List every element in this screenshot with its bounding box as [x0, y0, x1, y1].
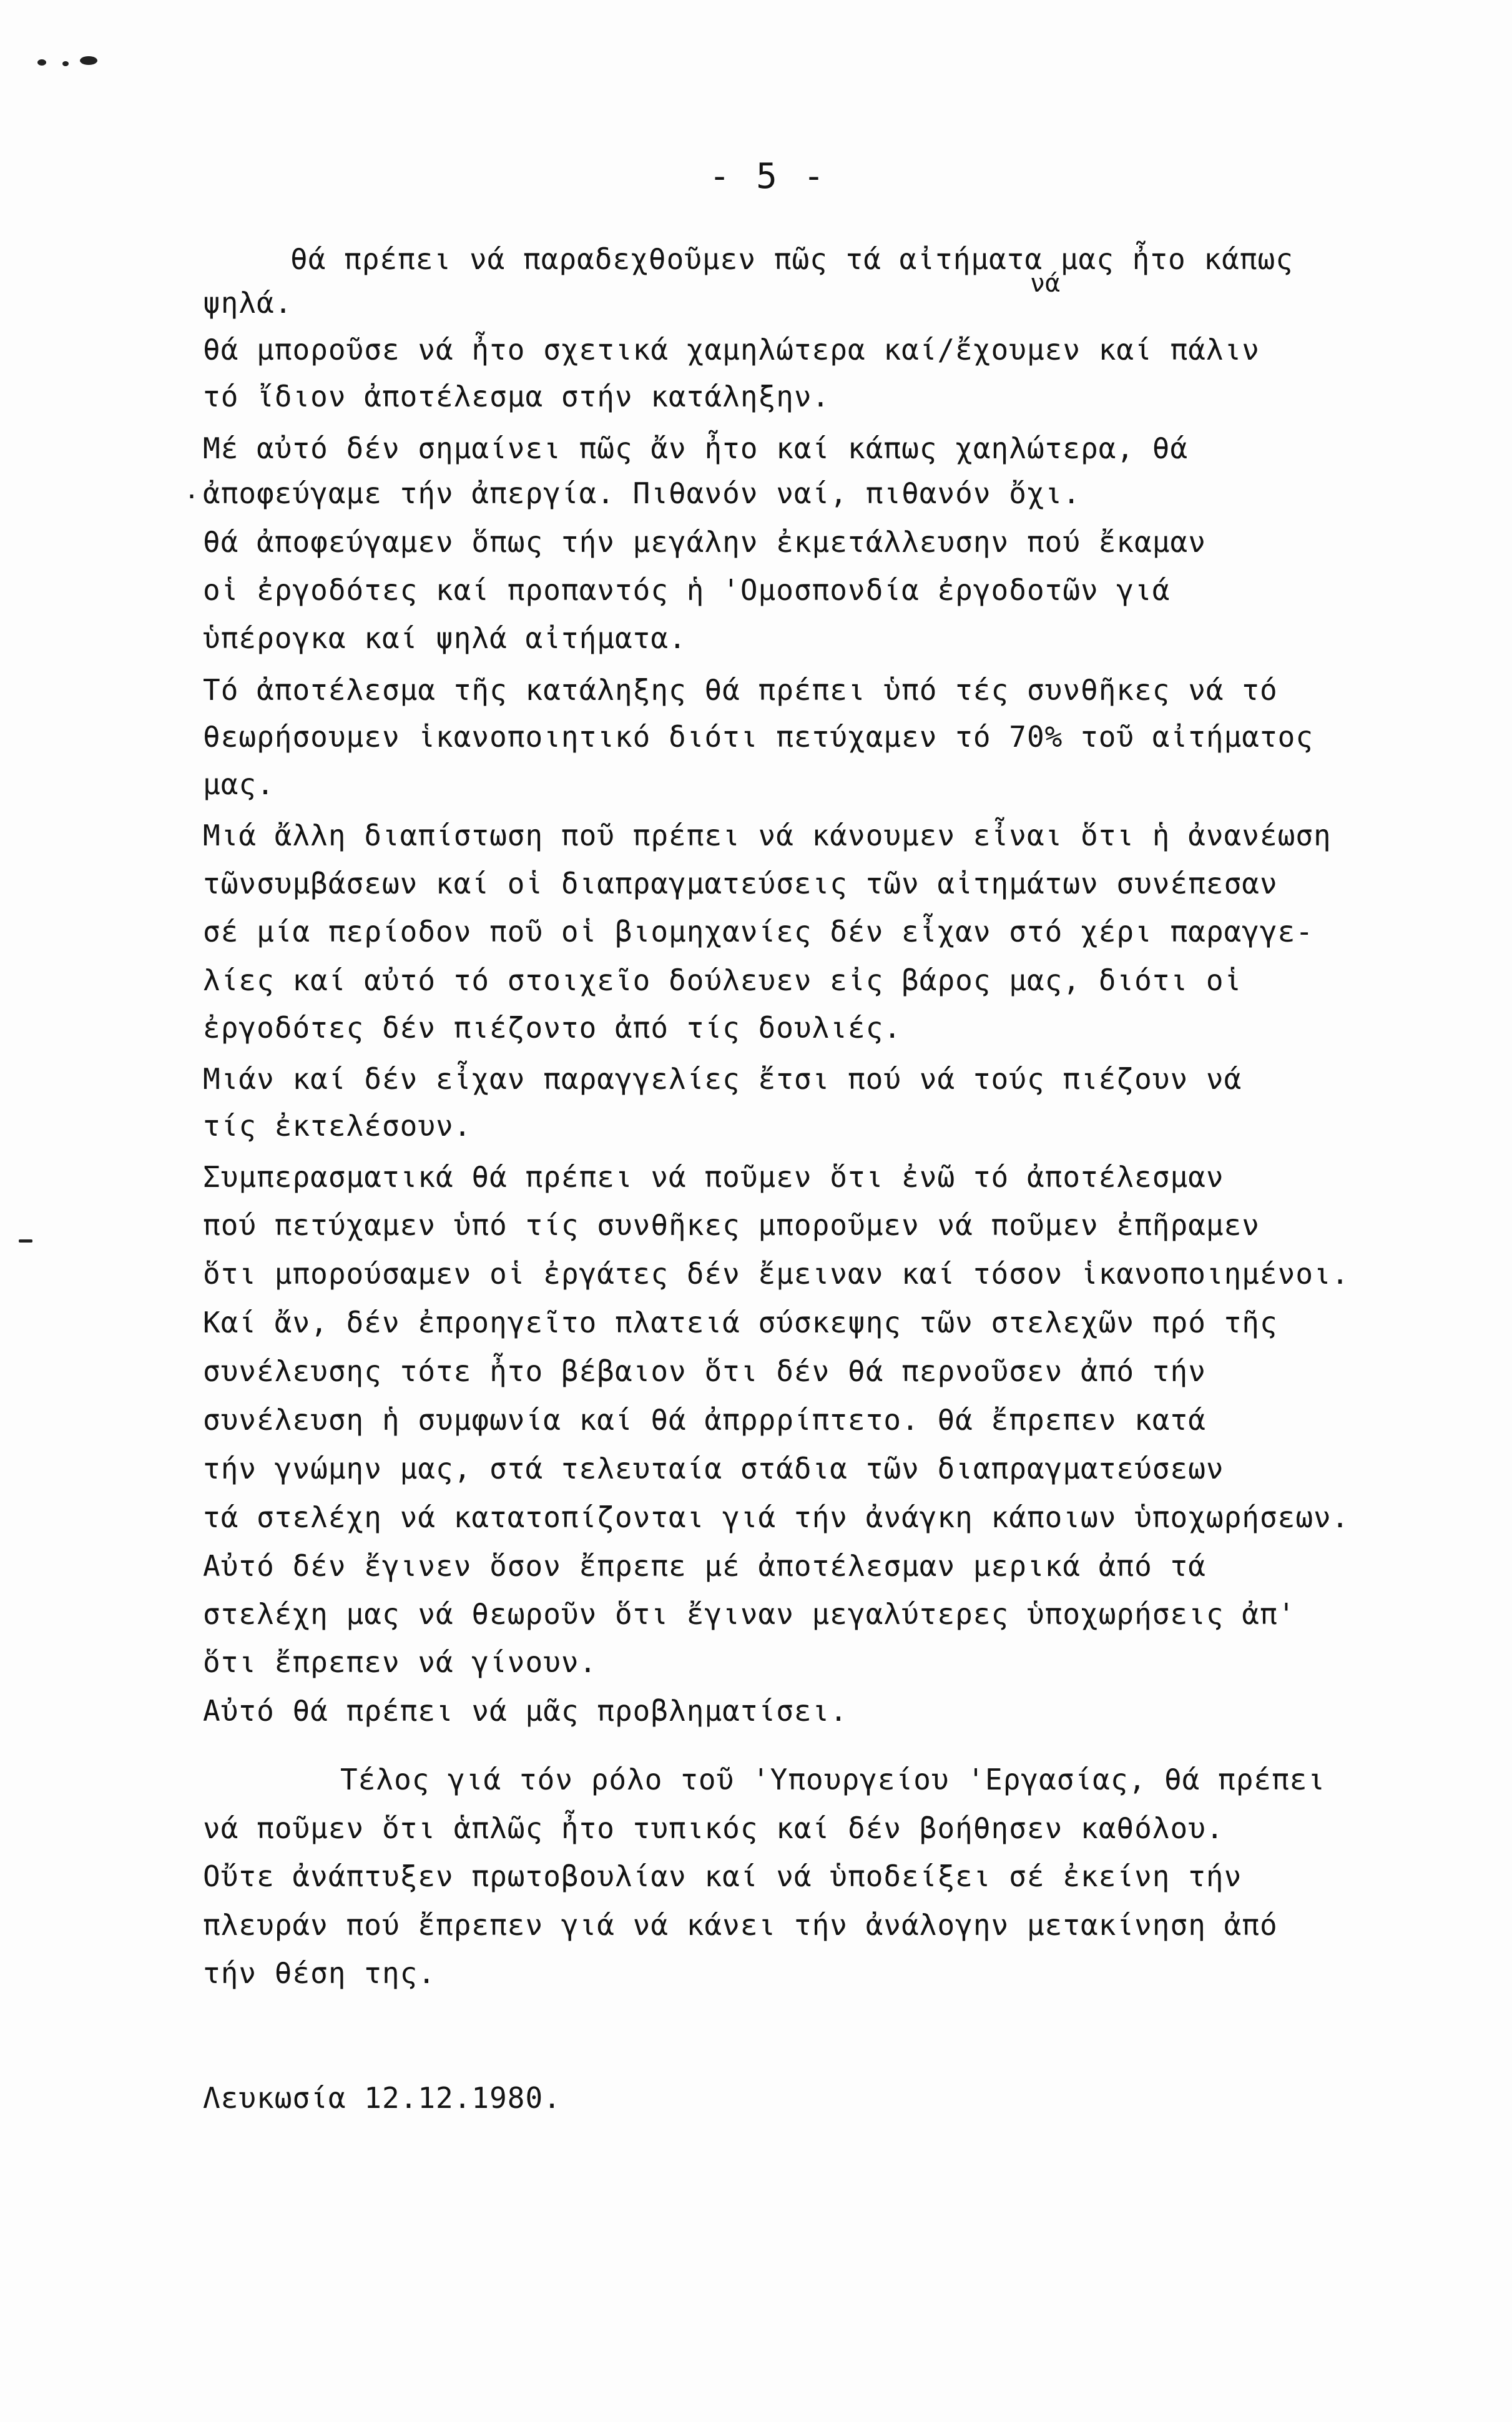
- text-line: ἐργοδότες δέν πιέζοντο ἀπό τίς δουλιές.: [203, 1011, 902, 1045]
- text-line: Μιάν καί δέν εἶχαν παραγγελίες ἔτσι πού νά τούς πιέζουν νά: [203, 1062, 1242, 1096]
- margin-mark: .: [184, 476, 200, 505]
- text-line: συνέλευσης τότε ἦτο βέβαιον ὅτι δέν θά περνοῦσεν ἀπό τήν: [203, 1354, 1206, 1388]
- text-line: Αὐτό θά πρέπει νά μᾶς προβληματίσει.: [203, 1694, 848, 1728]
- text-line: Τέλος γιά τόν ρόλο τοῦ 'Υπουργείου 'Εργασίας, θά πρέπει: [340, 1763, 1326, 1796]
- text-line: σέ μία περίοδον ποῦ οἱ βιομηχανίες δέν εἶχαν στό χέρι παραγγε-: [203, 915, 1314, 948]
- text-line: μας.: [203, 767, 275, 801]
- text-line: θά μποροῦσε νά ἦτο σχετικά χαμηλώτερα καί/ἔχουμεν καί πάλιν: [203, 333, 1260, 367]
- text-line: τό ἴδιον ἀποτέλεσμα στήν κατάληξην.: [203, 380, 830, 413]
- text-line: πού πετύχαμεν ὑπό τίς συνθῆκες μποροῦμεν νά ποῦμεν ἐπῆραμεν: [203, 1208, 1260, 1242]
- text-line: τίς ἐκτελέσουν.: [203, 1109, 472, 1143]
- text-line: τῶνσυμβάσεων καί οἱ διαπραγματεύσεις τῶν αἰτημάτων συνέπεσαν: [203, 867, 1278, 900]
- text-line: Καί ἄν, δέν ἐπροηγεῖτο πλατειά σύσκεψης τῶν στελεχῶν πρό τῆς: [203, 1306, 1278, 1339]
- text-line: τήν γνώμην μας, στά τελευταία στάδια τῶν διαπραγματεύσεων: [203, 1452, 1224, 1485]
- text-line: ψηλά.: [203, 286, 293, 320]
- text-line: Αὐτό δέν ἔγινεν ὅσον ἔπρεπε μέ ἀποτέλεσμαν μερικά ἀπό τά: [203, 1549, 1206, 1583]
- text-line: Μέ αὐτό δέν σημαίνει πῶς ἄν ἦτο καί κάπως χαηλώτερα, θά: [203, 431, 1189, 465]
- text-line: τά στελέχη νά κατατοπίζονται γιά τήν ἀνάγκη κάποιων ὑποχωρήσεων.: [203, 1500, 1350, 1534]
- text-line: Μιά ἄλλη διαπίστωση ποῦ πρέπει νά κάνουμεν εἶναι ὅτι ἡ ἀνανέωση: [203, 819, 1332, 852]
- interlinear-insert: νά: [1030, 269, 1061, 298]
- text-line: Οὔτε ἀνάπτυξεν πρωτοβουλίαν καί νά ὑποδείξει σέ ἐκείνη τήν: [203, 1859, 1242, 1893]
- text-line: ἀποφεύγαμε τήν ἀπεργία. Πιθανόν ναί, πιθανόν ὄχι.: [203, 476, 1081, 510]
- text-line: λίες καί αὐτό τό στοιχεῖο δούλευεν εἰς βάρος μας, διότι οἱ: [203, 963, 1242, 997]
- text-line: πλευράν πού ἔπρεπεν γιά νά κάνει τήν ἀνάλογην μετακίνηση ἀπό: [203, 1908, 1278, 1942]
- text-line: Συμπερασματικά θά πρέπει νά ποῦμεν ὅτι ἐνῶ τό ἀποτέλεσμαν: [203, 1160, 1224, 1194]
- text-line: ὑπέρογκα καί ψηλά αἰτήματα.: [203, 621, 687, 655]
- text-line: ὅτι μπορούσαμεν οἱ ἐργάτες δέν ἔμειναν καί τόσον ἱκανοποιημένοι.: [203, 1257, 1350, 1291]
- text-line: συνέλευση ἡ συμφωνία καί θά ἀπρρρίπτετο. θά ἔπρεπεν κατά: [203, 1403, 1206, 1437]
- text-line: θά πρέπει νά παραδεχθοῦμεν πῶς τά αἰτήματα μας ἦτο κάπως: [290, 242, 1294, 276]
- text-line: οἱ ἐργοδότες καί προπαντός ἡ 'Ομοσπονδία ἐργοδοτῶν γιά: [203, 573, 1171, 607]
- text-line: θεωρήσουμεν ἱκανοποιητικό διότι πετύχαμεν τό 70% τοῦ αἰτήματος: [203, 720, 1314, 754]
- text-line: τήν θέση της.: [203, 1956, 436, 1990]
- page-number: - 5 -: [709, 156, 827, 197]
- text-line: νά ποῦμεν ὅτι ἁπλῶς ἦτο τυπικός καί δέν βοήθησεν καθόλου.: [203, 1811, 1224, 1845]
- text-line: Τό ἀποτέλεσμα τῆς κατάληξης θά πρέπει ὑπό τές συνθῆκες νά τό: [203, 673, 1278, 707]
- text-line: ὅτι ἔπρεπεν νά γίνουν.: [203, 1645, 597, 1679]
- text-line: στελέχη μας νά θεωροῦν ὅτι ἔγιναν μεγαλύτερες ὑποχωρήσεις ἀπ': [203, 1597, 1296, 1631]
- text-line: θά ἀποφεύγαμεν ὅπως τήν μεγάλην ἐκμετάλλευσην πού ἔκαμαν: [203, 525, 1206, 559]
- place-date-line: Λευκωσία 12.12.1980.: [203, 2081, 561, 2115]
